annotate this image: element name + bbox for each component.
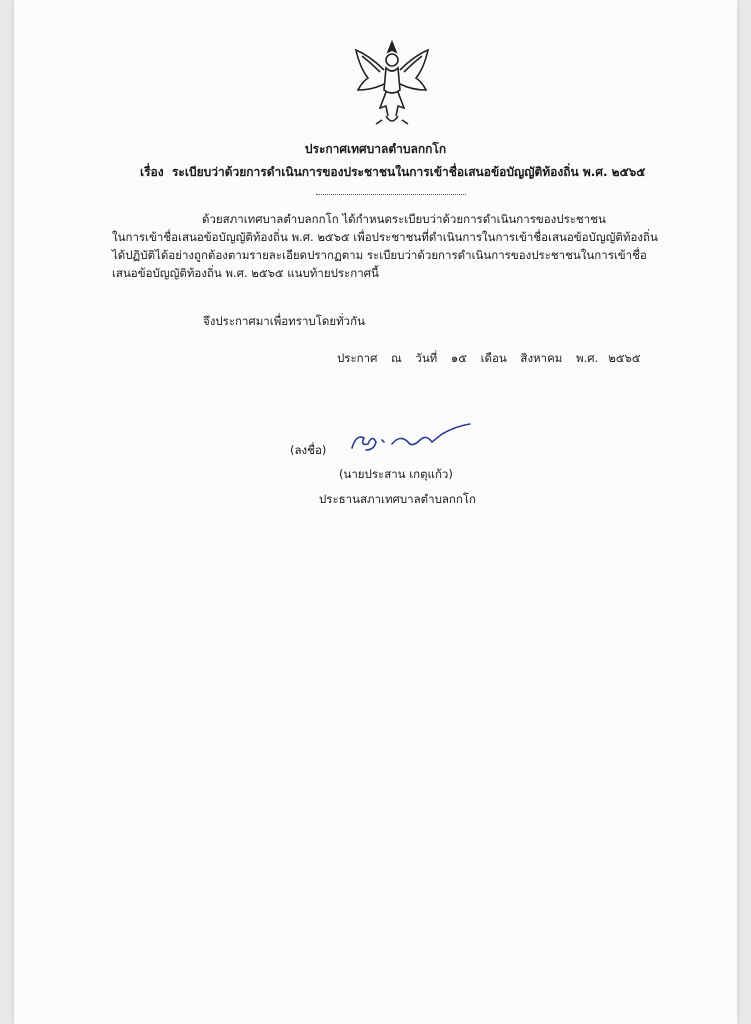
announce-word: ประกาศ: [337, 351, 378, 365]
garuda-emblem-icon: [350, 38, 434, 130]
year-value: ๒๕๖๕: [608, 351, 641, 365]
at-word: ณ: [391, 351, 402, 365]
day-value: ๑๕: [450, 351, 467, 365]
year-label: พ.ศ.: [576, 351, 599, 365]
announcement-subject-line: [140, 163, 700, 182]
date-line: [337, 350, 651, 368]
signer-name: (นายประสาน เกตุแก้ว): [339, 467, 453, 481]
announcement-title: ประกาศเทศบาลตำบลกกโก: [304, 142, 447, 156]
signer-position: ประธานสภาเทศบาลตำบลกกโก: [319, 492, 477, 506]
body-line: ได้ปฏิบัติได้อย่างถูกต้องตามรายละเอียดปรากฏตาม ระเบียบว่าด้วยการดำเนินการของประชาชนในการเข้าชื่อ: [112, 248, 647, 262]
month-label: เดือน: [480, 351, 507, 365]
body-line: เสนอข้อบัญญัติท้องถิ่น พ.ศ. ๒๕๖๕ แนบท้ายประกาศนี้: [112, 266, 379, 280]
signature-label: (ลงชื่อ): [290, 443, 327, 457]
handwritten-signature: [346, 420, 476, 458]
day-label: วันที่: [415, 351, 438, 365]
subject-label: เรื่อง: [140, 165, 164, 179]
body-paragraph: [112, 210, 672, 282]
body-line: ด้วยสภาเทศบาลตำบลกกโก ได้กำหนดระเบียบว่าด้วยการดำเนินการของประชาชน: [202, 212, 606, 226]
month-value: สิงหาคม: [520, 351, 563, 365]
closing-line: จึงประกาศมาเพื่อทราบโดยทั่วกัน: [203, 314, 365, 328]
divider: [316, 194, 466, 195]
subject-text: ระเบียบว่าด้วยการดำเนินการของประชาชนในการเข้าชื่อเสนอข้อบัญญัติท้องถิ่น พ.ศ. ๒๕๖๕: [171, 165, 646, 179]
body-line: ในการเข้าชื่อเสนอข้อบัญญัติท้องถิ่น พ.ศ. ๒๕๖๕ เพื่อประชาชนที่ดำเนินการในการเข้าชื่อเสนอข้อบัญญัติท้องถิ่น: [112, 230, 658, 244]
